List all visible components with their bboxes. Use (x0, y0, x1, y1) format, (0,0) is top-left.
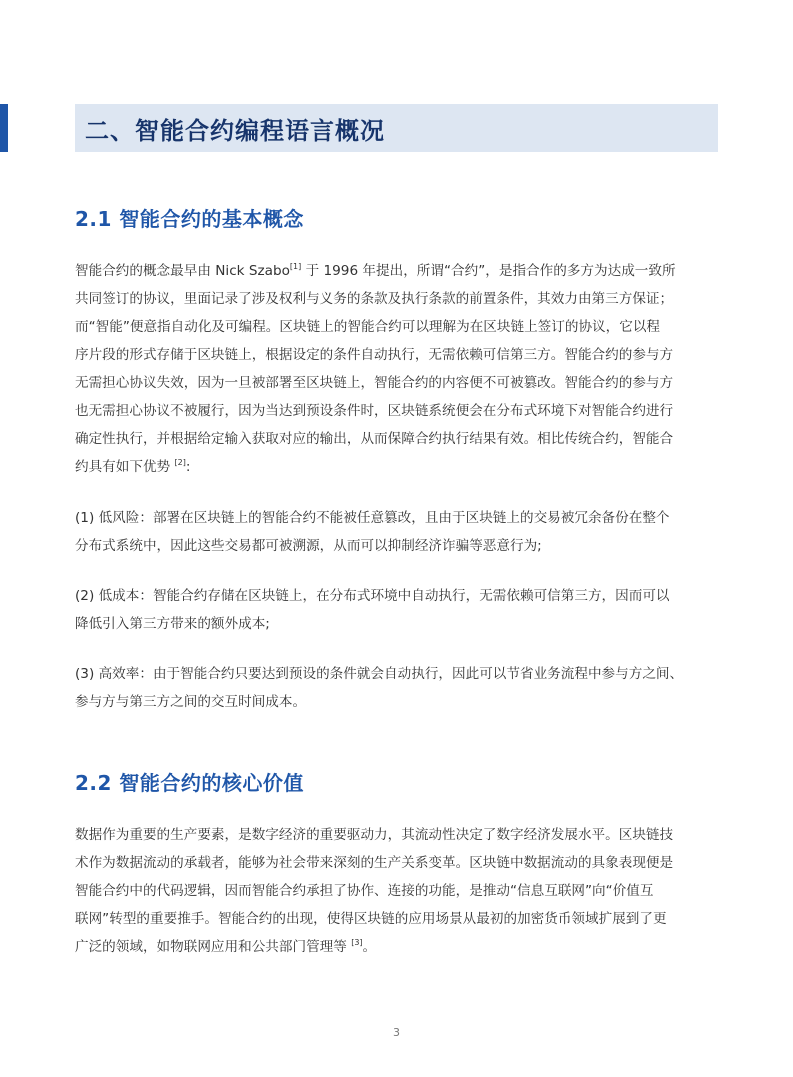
text-line: 约具有如下优势 (75, 459, 175, 475)
text-line: 序片段的形式存储于区块链上，根据设定的条件自动执行，无需依赖可信第三方。智能合约的参与方 (75, 347, 674, 363)
text-line: 于 1996 年提出，所谓“合约”，是指合作的多方为达成一致所 (301, 263, 676, 279)
section-header-band (75, 104, 718, 152)
paragraph-core-value (75, 821, 720, 961)
paragraph-low-risk (75, 504, 720, 560)
text-line: 分布式系统中，因此这些交易都可被溯源，从而可以抑制经济诈骗等恶意行为; (75, 538, 542, 554)
citation-ref[interactable]: [2] (174, 458, 186, 467)
text-line: 而“智能”便意指自动化及可编程。区块链上的智能合约可以理解为在区块链上签订的协议，它以程 (75, 319, 661, 335)
citation-ref[interactable]: [1] (289, 262, 302, 271)
text-line: 数据作为重要的生产要素，是数字经济的重要驱动力，其流动性决定了数字经济发展水平。区块链技 (75, 827, 674, 843)
page-number: 3 (393, 1026, 400, 1039)
text-line: 降低引入第三方带来的额外成本; (75, 616, 270, 632)
text-line: 也无需担心协议不被履行，因为当达到预设条件时，区块链系统便会在分布式环境下对智能合约进行 (75, 403, 674, 419)
citation-ref[interactable]: [3] (351, 938, 363, 947)
subsection-title-2-2: 2.2 智能合约的核心价值 (75, 771, 304, 795)
text-line: (2) 低成本：智能合约存储在区块链上，在分布式环境中自动执行，无需依赖可信第三方，因而可以 (75, 588, 670, 604)
text-line: 无需担心协议失效，因为一旦被部署至区块链上，智能合约的内容便不可被篡改。智能合约的参与方 (75, 375, 674, 391)
paragraph-high-efficiency (75, 660, 720, 716)
text-line: 共同签订的协议，里面记录了涉及权利与义务的条款及执行条款的前置条件，其效力由第三方保证； (75, 291, 674, 307)
paragraph-basic-concept (75, 257, 720, 481)
text-line: 智能合约的概念最早由 Nick Szabo (75, 263, 290, 279)
text-line: 术作为数据流动的承载者，能够为社会带来深刻的生产关系变革。区块链中数据流动的具象表现便是 (75, 855, 674, 871)
section-accent-bar (0, 104, 8, 152)
paragraph-low-cost (75, 582, 720, 638)
text-line: 。 (362, 939, 377, 955)
text-line: 联网”转型的重要推手。智能合约的出现，使得区块链的应用场景从最初的加密货币领域扩展到了更 (75, 911, 667, 927)
text-line: : (185, 459, 191, 475)
section-title: 二、智能合约编程语言概况 (85, 116, 385, 145)
text-line: 智能合约中的代码逻辑，因而智能合约承担了协作、连接的功能，是推动“信息互联网”向“价值互 (75, 883, 654, 899)
text-line: (1) 低风险：部署在区块链上的智能合约不能被任意篡改，且由于区块链上的交易被冗余备份在整个 (75, 510, 670, 526)
text-line: 参与方与第三方之间的交互时间成本。 (75, 694, 307, 710)
text-line: (3) 高效率：由于智能合约只要达到预设的条件就会自动执行，因此可以节省业务流程中参与方之间、 (75, 666, 684, 682)
text-line: 确定性执行，并根据给定输入获取对应的输出，从而保障合约执行结果有效。相比传统合约，智能合 (75, 431, 674, 447)
text-line: 广泛的领域，如物联网应用和公共部门管理等 (75, 939, 352, 955)
subsection-title-2-1: 2.1 智能合约的基本概念 (75, 207, 304, 231)
